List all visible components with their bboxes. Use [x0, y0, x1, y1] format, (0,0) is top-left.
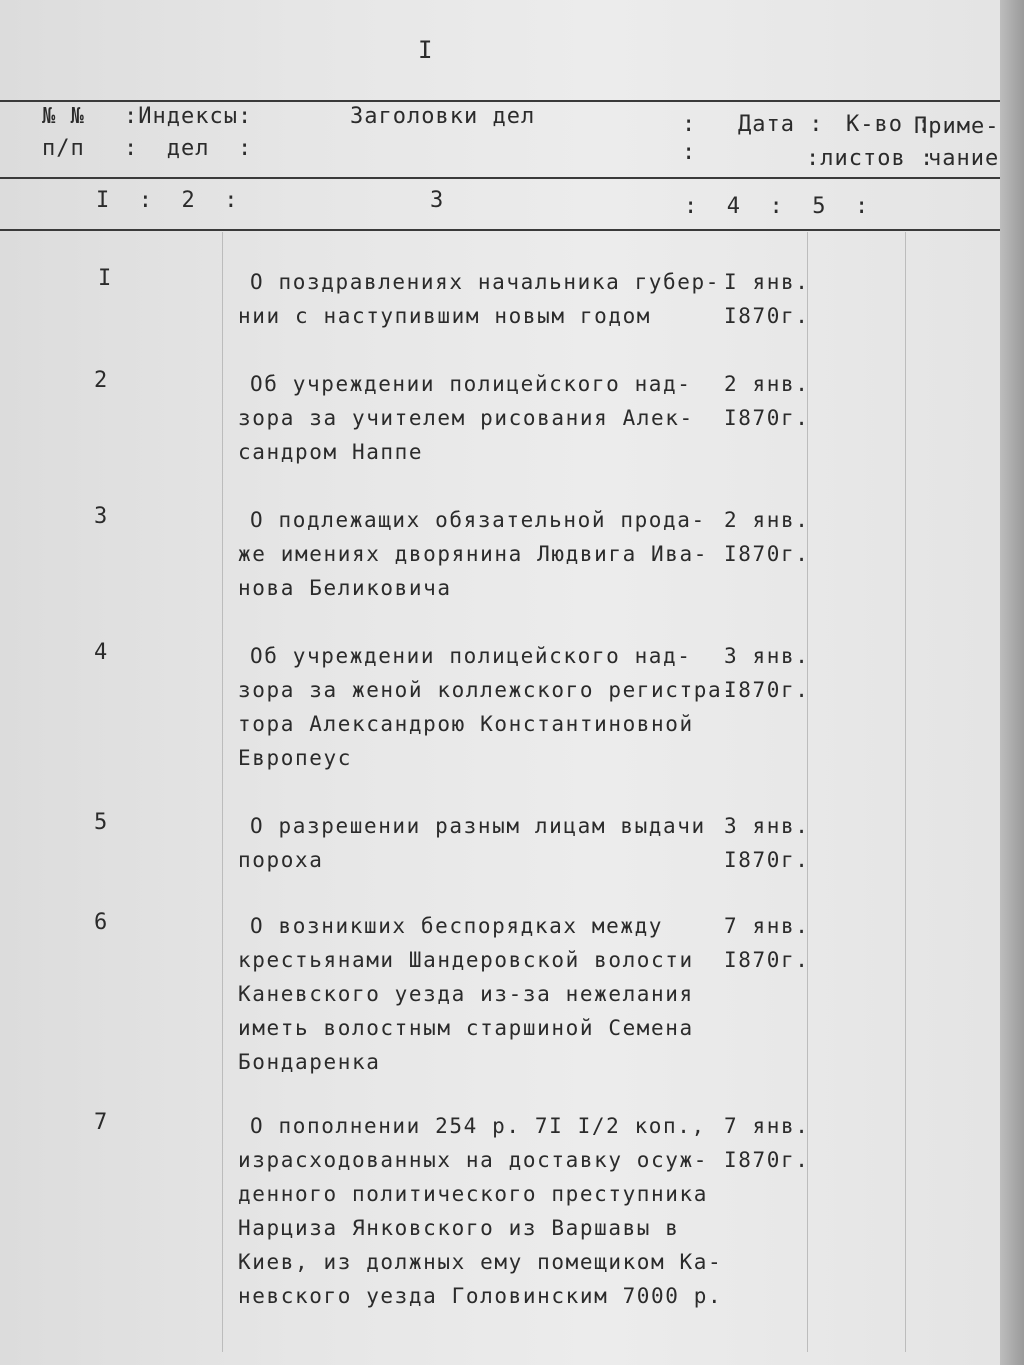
- column-number-3: 3: [430, 188, 445, 213]
- entry-title-line: невского уезда Головинским 7000 р.: [238, 1284, 723, 1308]
- entry-title-line: Нарциза Янковского из Варшавы в: [238, 1216, 680, 1240]
- header-col6-line2: чание: [928, 146, 1000, 171]
- entry-title-line: О подлежащих обязательной прода-: [250, 508, 706, 532]
- entry-title-line: Бондаренка: [238, 1050, 381, 1074]
- entry-title-line: пороха: [238, 848, 324, 872]
- entry-title-line: нова Беликовича: [238, 576, 452, 600]
- entry-title-line: зора за женой коллежского регистра-: [238, 678, 737, 702]
- entry-number: I: [98, 266, 112, 291]
- header-col4: Дата :: [738, 112, 824, 137]
- entry-number: 2: [94, 368, 108, 393]
- header-col2-line2: : дел :: [124, 136, 253, 161]
- header-col3-sep1: :: [682, 112, 697, 137]
- entry-number: 3: [94, 504, 108, 529]
- column-guide: [807, 232, 808, 1352]
- column-guide: [222, 232, 223, 1352]
- entry-title-line: Европеус: [238, 746, 352, 770]
- entry-title-line: денного политического преступника: [238, 1182, 709, 1206]
- header-mid-rule: [0, 177, 1000, 179]
- entry-number: 6: [94, 910, 108, 935]
- page-number: I: [418, 36, 434, 64]
- entry-date-year: I870г.: [724, 948, 810, 972]
- entry-date-day: 7 янв.: [724, 1114, 810, 1138]
- entry-number: 5: [94, 810, 108, 835]
- column-guide: [905, 232, 906, 1352]
- header-col6-line1: Приме-: [914, 114, 1000, 139]
- header-top-rule: [0, 100, 1000, 102]
- entry-title-line: иметь волостным старшиной Семена: [238, 1016, 694, 1040]
- page-edge: [1000, 0, 1024, 1365]
- entry-date-year: I870г.: [724, 304, 810, 328]
- header-col1-line2: п/п: [42, 136, 85, 161]
- header-bottom-rule: [0, 229, 1000, 231]
- column-numbers-left: I : 2 :: [96, 188, 239, 213]
- header-col1-line1: № №: [42, 104, 85, 129]
- header-col5-line1: К-во :: [846, 112, 932, 137]
- header-col2-line1: :Индексы:: [124, 104, 253, 129]
- header-col3: Заголовки дел: [350, 104, 536, 129]
- entry-title-line: О разрешении разным лицам выдачи: [250, 814, 706, 838]
- entry-date-year: I870г.: [724, 848, 810, 872]
- entry-date-day: 2 янв.: [724, 508, 810, 532]
- entry-date-year: I870г.: [724, 1148, 810, 1172]
- entry-title-line: же имениях дворянина Людвига Ива-: [238, 542, 709, 566]
- entry-date-year: I870г.: [724, 406, 810, 430]
- entry-title-line: сандром Наппе: [238, 440, 424, 464]
- header-col3-sep2: :: [682, 140, 697, 165]
- entry-date-year: I870г.: [724, 542, 810, 566]
- entry-date-year: I870г.: [724, 678, 810, 702]
- entry-number: 7: [94, 1110, 108, 1135]
- entry-date-day: 2 янв.: [724, 372, 810, 396]
- entry-title-line: нии с наступившим новым годом: [238, 304, 652, 328]
- header-col5-line2: :листов :: [806, 146, 935, 171]
- entry-date-day: 7 янв.: [724, 914, 810, 938]
- entry-title-line: израсходованных на доставку осуж-: [238, 1148, 709, 1172]
- entry-date-day: I янв.: [724, 270, 810, 294]
- entry-title-line: О пополнении 254 р. 7I I/2 коп.,: [250, 1114, 706, 1138]
- entry-title-line: Киев, из должных ему помещиком Ка-: [238, 1250, 723, 1274]
- entry-title-line: Об учреждении полицейского над-: [250, 644, 692, 668]
- entry-title-line: зора за учителем рисования Алек-: [238, 406, 694, 430]
- entry-title-line: крестьянами Шандеровской волости: [238, 948, 694, 972]
- entry-title-line: тора Александрою Константиновной: [238, 712, 694, 736]
- entry-date-day: 3 янв.: [724, 644, 810, 668]
- entry-title-line: О поздравлениях начальника губер-: [250, 270, 721, 294]
- entry-title-line: Каневского уезда из-за нежелания: [238, 982, 694, 1006]
- entry-date-day: 3 янв.: [724, 814, 810, 838]
- entry-number: 4: [94, 640, 108, 665]
- entry-title-line: Об учреждении полицейского над-: [250, 372, 692, 396]
- entry-title-line: О возникших беспорядках между: [250, 914, 664, 938]
- column-numbers-right: : 4 : 5 :: [684, 194, 870, 219]
